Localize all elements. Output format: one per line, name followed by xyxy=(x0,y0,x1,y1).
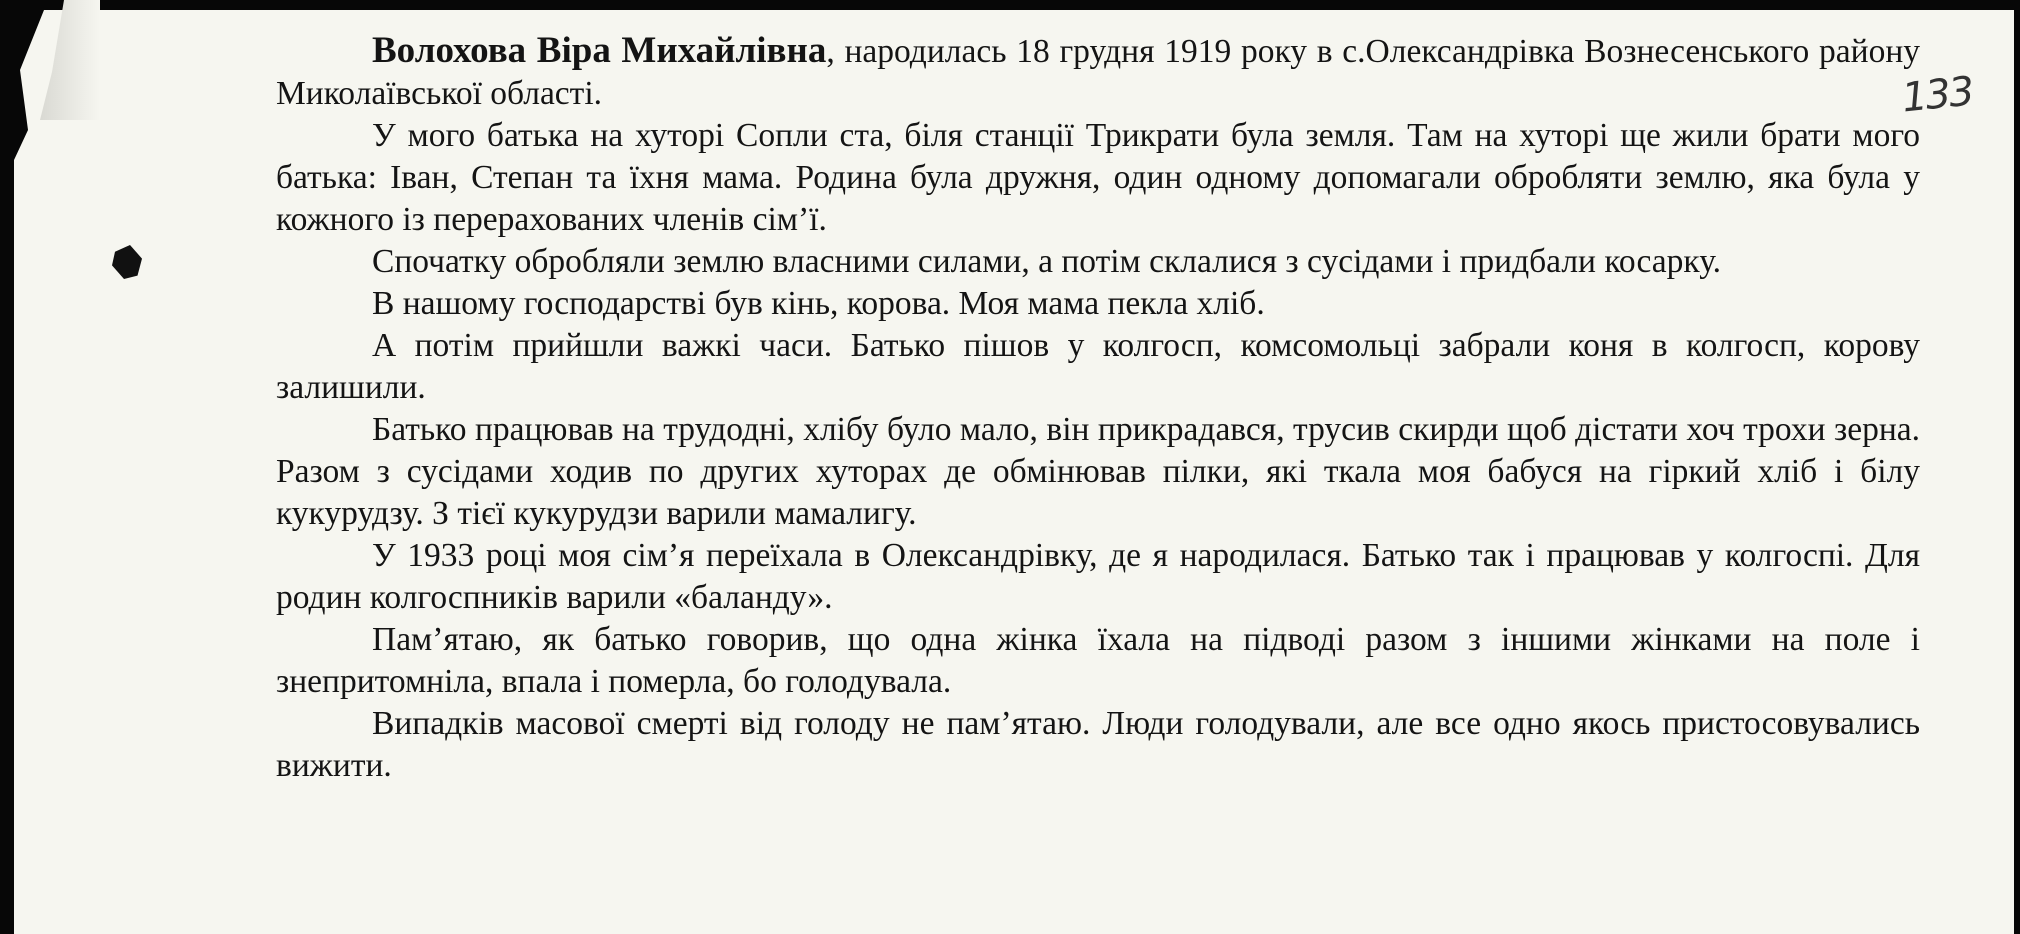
paragraph: А потім прийшли важкі часи. Батько пішов у колгосп, комсомольці забрали коня в колгосп, корову залишили. xyxy=(276,327,1920,406)
paragraph: Випадків масової смерті від голоду не пам’ятаю. Люди голодували, але все одно якось пристосовувались вижити. xyxy=(276,705,1920,784)
document-body xyxy=(276,30,1920,787)
person-name: Волохова Віра Михайлівна xyxy=(372,30,827,71)
paragraph: В нашому господарстві був кінь, корова. Моя мама пекла хліб. xyxy=(372,285,1265,322)
paragraph-intro xyxy=(276,30,1920,115)
paragraph: У 1933 році моя сім’я переїхала в Олександрівку, де я народилася. Батько так і працював у колгоспі. Для родин колгоспників варили «баланду». xyxy=(276,537,1920,616)
intro-text: , народилась 18 грудня 1919 року в с.Олександрівка Вознесенського району Миколаївської області. xyxy=(276,33,1920,112)
paragraph: Пам’ятаю, як батько говорив, що одна жінка їхала на підводі разом з іншими жінками на поле і знепритомніла, впала і померла, бо голодувала. xyxy=(276,621,1920,700)
paragraph: Спочатку обробляли землю власними силами, а потім склалися з сусідами і придбали косарку. xyxy=(372,243,1721,280)
paragraph: У мого батька на хуторі Сопли ста, біля станції Трикрати була земля. Там на хуторі ще жили брати мого батька: Іван, Степан та їхня мама. Родина була дружня, один одному допомагали обробляти землю, яка була у кожного із перерахованих членів сім’ї. xyxy=(276,117,1920,238)
handwritten-page-number: 133 xyxy=(1899,68,1975,122)
paragraph: Батько працював на трудодні, хлібу було мало, він прикрадався, трусив скирди щоб дістати хоч трохи зерна. Разом з сусідами ходив по других хуторах де обмінював пілки, які ткала моя бабуся на гіркий хліб і білу кукурудзу. З тієї кукурудзи варили мамалигу. xyxy=(276,411,1920,532)
